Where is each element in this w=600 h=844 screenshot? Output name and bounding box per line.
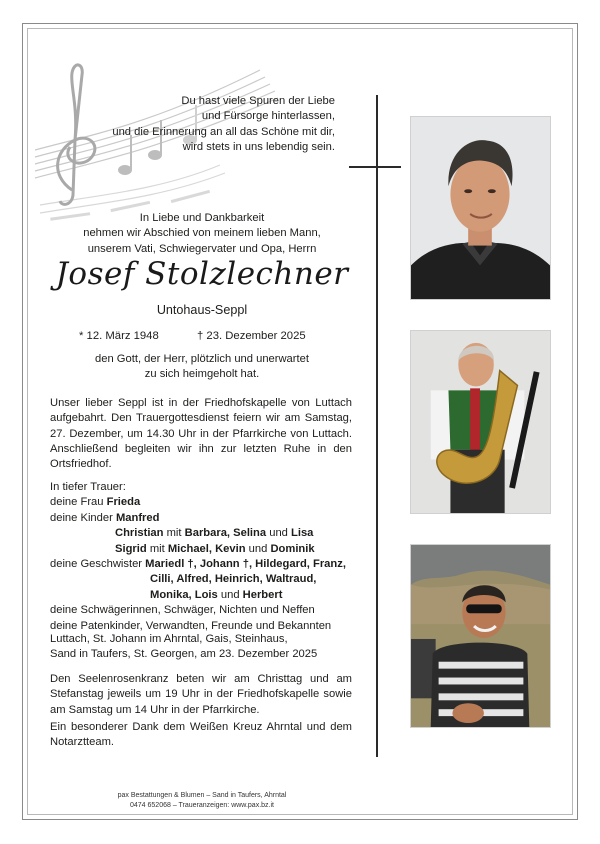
mourner-label: deine Geschwister: [50, 558, 143, 571]
mourner-row-child3: [50, 542, 352, 557]
place-line: Luttach, St. Johann im Ahrntal, Gais, Steinhaus,: [50, 633, 288, 645]
mourner-row-others1: deine Schwägerinnen, Schwäger, Nichten und Neffen: [50, 604, 315, 617]
mourner-name: Christian: [115, 527, 164, 540]
death-line: zu sich heimgeholt hat.: [144, 368, 260, 381]
intro-text: [52, 211, 352, 257]
verse-line: Du hast viele Spuren der Liebe: [181, 95, 335, 107]
mourners-list: [50, 480, 352, 634]
mourners-heading: In tiefer Trauer:: [50, 481, 126, 493]
mourner-name: Dominik: [270, 542, 315, 555]
mourner-row-siblings2: [50, 572, 352, 587]
mourner-connector: und: [220, 588, 240, 601]
footer-line: 0474 652068 – Traueranzeigen: www.pax.bz.it: [130, 802, 274, 809]
deceased-name: Josef Stolzlechner: [55, 256, 349, 292]
mourner-connector: und: [248, 542, 268, 555]
death-line: den Gott, der Herr, plötzlich und unerwartet: [95, 353, 309, 365]
verse-line: und die Erinnerung an all das Schöne mit dir,: [112, 125, 335, 138]
mourner-connector: und: [269, 527, 288, 540]
death-text: [52, 352, 352, 383]
place-line: Sand in Taufers, St. Georgen, am 23. Dezember 2025: [50, 648, 318, 661]
intro-line: nehmen wir Abschied von meinem lieben Mann,: [83, 227, 321, 240]
mourner-row-siblings3: [50, 588, 352, 603]
mourner-name: Mariedl †, Johann †, Hildegard, Franz,: [145, 558, 346, 571]
deceased-nickname: Untohaus-Seppl: [156, 303, 248, 317]
intro-line: unserem Vati, Schwiegervater und Opa, Herrn: [87, 242, 317, 255]
death-date: † 23. Dezember 2025: [197, 330, 306, 342]
place-and-date: [50, 632, 352, 663]
portrait-photo: [410, 116, 551, 300]
funeral-home-footer: [52, 791, 352, 811]
mourner-row-others2: deine Patenkinder, Verwandten, Freunde und Bekannten: [50, 619, 332, 632]
mourner-name: Frieda: [106, 496, 141, 509]
mourner-label: deine Frau: [50, 496, 104, 509]
thanks-paragraph: Ein besonderer Dank dem Weißen Kreuz Ahrntal und dem Notarztteam.: [50, 721, 352, 749]
mourner-name: Monika, Lois: [150, 588, 218, 601]
mourner-row-siblings: [50, 557, 352, 572]
mountain-photo: [410, 544, 551, 728]
mourner-row-children: [50, 511, 352, 526]
birth-date: * 12. März 1948: [79, 330, 159, 342]
mourner-row-wife: [50, 495, 352, 510]
memorial-verse: [105, 94, 335, 155]
intro-line: In Liebe und Dankbarkeit: [139, 212, 265, 224]
mourner-connector: mit: [166, 527, 182, 540]
mourner-name: Sigrid: [115, 542, 147, 555]
mourner-name: Lisa: [291, 527, 314, 540]
cross-horizontal-bar: [349, 166, 401, 168]
verse-line: und Fürsorge hinterlassen,: [201, 110, 335, 123]
mourner-name: Barbara, Selina: [184, 527, 267, 540]
mourner-name: Cilli, Alfred, Heinrich, Waltraud,: [150, 573, 317, 586]
mourner-connector: mit: [149, 542, 165, 555]
funeral-info-paragraph: Unser lieber Seppl ist in der Friedhofskapelle von Luttach aufgebahrt. Den Trauergottesdienst feiern wir am Samstag, 27. Dezember, um 14.30 Uhr in der Pfarrkirche von Luttach. Anschließend begleiten wir ihn zur letzten Ruhe in den Ortsfriedhof.: [50, 397, 352, 471]
mourner-name: Herbert: [242, 588, 283, 601]
rosary-info-paragraph: Den Seelenrosenkranz beten wir am Christtag und am Stefanstag jeweils um 19 Uhr in der Friedhofskapelle sowie am Samstag um 14 Uhr in der Pfarrkirche.: [50, 673, 352, 716]
mourner-name: Manfred: [115, 511, 160, 524]
verse-line: wird stets in uns lebendig sein.: [182, 140, 335, 153]
mourner-name: Michael, Kevin: [167, 542, 246, 555]
mourner-label: deine Kinder: [50, 511, 113, 524]
cross-vertical-bar: [376, 95, 378, 757]
saxophone-photo: [410, 330, 551, 514]
mourner-row-child2: [50, 526, 352, 541]
footer-line: pax Bestattungen & Blumen – Sand in Taufers, Ahrntal: [117, 792, 287, 799]
